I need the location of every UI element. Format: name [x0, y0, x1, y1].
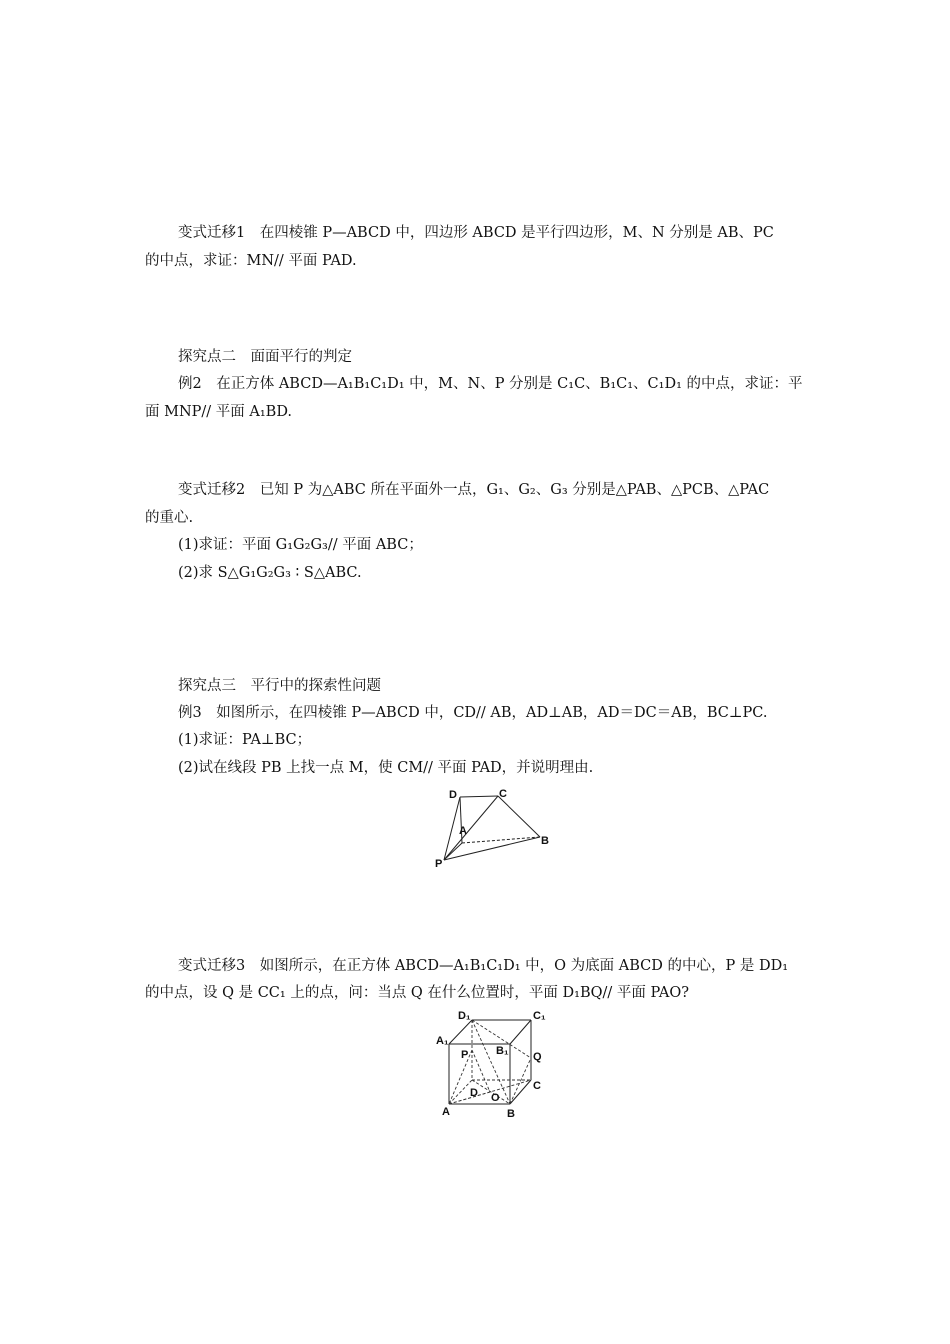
fig1-label-p: P: [435, 858, 443, 870]
example-3-question-1: (1)求证：PA⊥BC；: [178, 732, 312, 748]
fig2-label-d1: D₁: [458, 1010, 471, 1022]
fig2-label-c: C: [533, 1080, 541, 1092]
variant-2-question-2: (2)求 S△G₁G₂G₃ ∶ S△ABC.: [178, 565, 362, 581]
fig2-label-a1: A₁: [436, 1035, 449, 1047]
example-3-question-2: (2)试在线段 PB 上找一点 M，使 CM// 平面 PAD，并说明理由.: [178, 760, 594, 776]
fig1-label-c: C: [499, 788, 507, 800]
example-2-line-2: 面 MNP// 平面 A₁BD.: [145, 404, 293, 420]
fig1-label-b: B: [541, 835, 549, 847]
fig2-label-a: A: [442, 1106, 450, 1118]
variant-2-question-1: (1)求证：平面 G₁G₂G₃// 平面 ABC；: [178, 537, 423, 553]
fig2-label-d: D: [470, 1087, 478, 1099]
section-2-heading: 探究点二 面面平行的判定: [178, 349, 352, 365]
fig2-label-q: Q: [533, 1051, 542, 1063]
fig2-label-c1: C₁: [533, 1010, 546, 1022]
pyramid-figure: [428, 783, 558, 875]
example-2-line-1: 例2 在正方体 ABCD—A₁B₁C₁D₁ 中，M、N、P 分别是 C₁C、B₁C₁、C₁D₁ 的中点，求证：平: [178, 376, 803, 392]
fig2-label-b: B: [507, 1108, 515, 1120]
cube-figure: [434, 1008, 554, 1124]
fig2-label-o: O: [491, 1092, 500, 1104]
variant-1-line-2: 的中点，求证：MN// 平面 PAD.: [145, 253, 357, 269]
fig1-label-d: D: [449, 789, 457, 801]
fig2-label-b1: B₁: [496, 1045, 509, 1057]
variant-3-line-2: 的中点，设 Q 是 CC₁ 上的点，问：当点 Q 在什么位置时，平面 D₁BQ// 平面 PAO?: [145, 985, 690, 1001]
variant-3-line-1: 变式迁移3 如图所示，在正方体 ABCD—A₁B₁C₁D₁ 中，O 为底面 ABCD 的中心，P 是 DD₁: [178, 958, 789, 974]
variant-2-line-1: 变式迁移2 已知 P 为△ABC 所在平面外一点，G₁、G₂、G₃ 分别是△PAB、△PCB、△PAC: [178, 482, 770, 498]
example-3-line-1: 例3 如图所示，在四棱锥 P—ABCD 中，CD// AB，AD⊥AB，AD＝DC＝AB，BC⊥PC.: [178, 705, 768, 721]
variant-2-line-2: 的重心.: [145, 510, 194, 526]
variant-1-line-1: 变式迁移1 在四棱锥 P—ABCD 中，四边形 ABCD 是平行四边形，M、N 分别是 AB、PC: [178, 225, 774, 241]
fig1-label-a: A: [459, 825, 467, 837]
fig2-label-p: P: [461, 1049, 469, 1061]
section-3-heading: 探究点三 平行中的探索性问题: [178, 678, 381, 694]
